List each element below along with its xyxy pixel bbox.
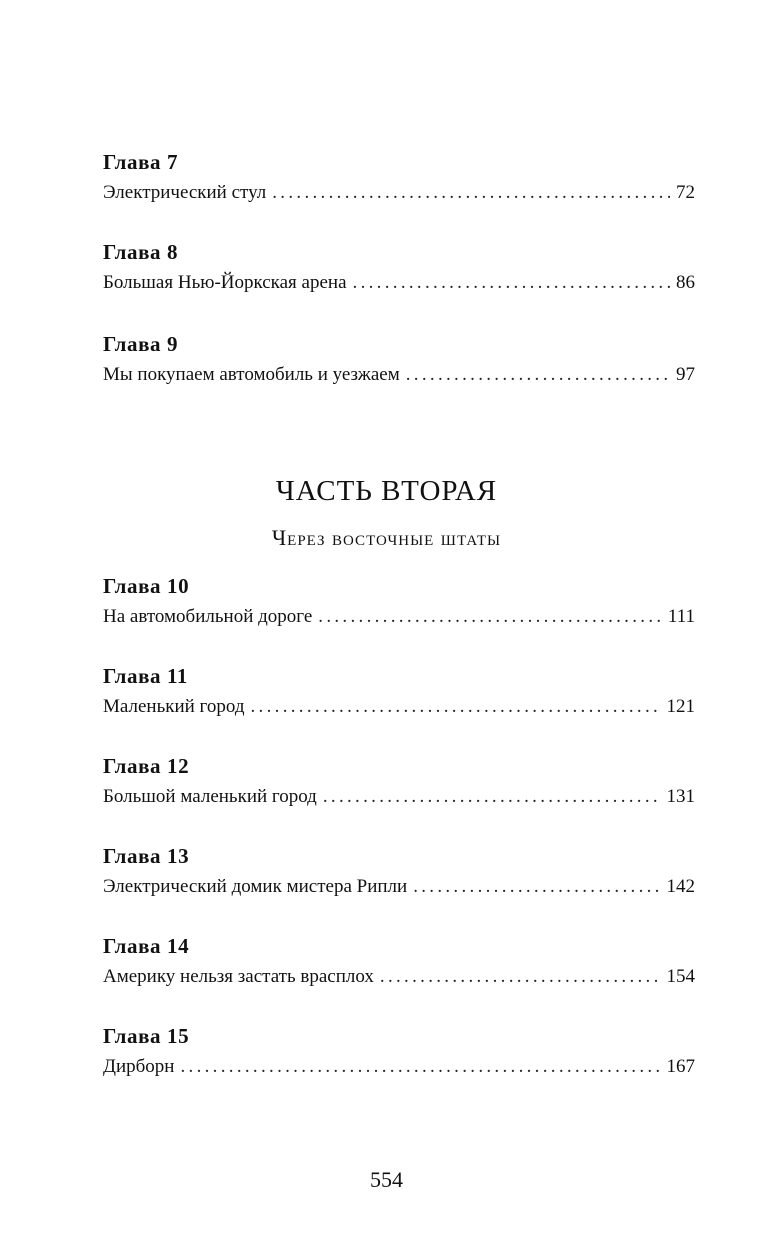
dot-leader bbox=[251, 695, 661, 719]
toc-line bbox=[103, 363, 695, 387]
chapter-title: Электрический домик мистера Рипли bbox=[103, 876, 408, 897]
page-number: 554 bbox=[370, 1167, 403, 1192]
dot-leader bbox=[353, 271, 670, 295]
toc-entry-chapter-7 bbox=[103, 150, 695, 205]
chapter-page-number: 86 bbox=[676, 272, 695, 293]
chapter-heading: Глава 8 bbox=[103, 240, 179, 264]
chapter-heading: Глава 11 bbox=[103, 664, 189, 688]
toc-entry-chapter-15 bbox=[103, 1024, 695, 1079]
toc-entry-chapter-10 bbox=[103, 574, 695, 629]
chapter-heading: Глава 12 bbox=[103, 754, 190, 778]
chapter-title: Электрический стул bbox=[103, 182, 267, 203]
chapter-heading: Глава 14 bbox=[103, 934, 190, 958]
toc-entry-chapter-14 bbox=[103, 934, 695, 989]
chapter-page-number: 154 bbox=[666, 966, 695, 987]
chapter-heading: Глава 13 bbox=[103, 844, 190, 868]
chapter-title: Большая Нью-Йоркская арена bbox=[103, 272, 347, 293]
chapter-heading: Глава 10 bbox=[103, 574, 190, 598]
chapter-title: Америку нельзя застать врасплох bbox=[103, 966, 374, 987]
chapter-page-number: 97 bbox=[676, 364, 695, 385]
dot-leader bbox=[413, 875, 660, 899]
toc-line bbox=[103, 965, 695, 989]
dot-leader bbox=[272, 181, 670, 205]
part-subtitle: Через восточные штаты bbox=[271, 525, 502, 550]
chapter-heading: Глава 7 bbox=[103, 150, 179, 174]
toc-entry-chapter-13 bbox=[103, 844, 695, 899]
dot-leader bbox=[323, 785, 661, 809]
toc-entry-chapter-8 bbox=[103, 240, 695, 295]
chapter-heading: Глава 9 bbox=[103, 332, 179, 356]
toc-line bbox=[103, 1055, 695, 1079]
chapter-page-number: 111 bbox=[667, 606, 695, 627]
toc-line bbox=[103, 785, 695, 809]
toc-entry-chapter-12 bbox=[103, 754, 695, 809]
chapter-title: Мы покупаем автомобиль и уезжаем bbox=[103, 364, 400, 385]
chapter-page-number: 72 bbox=[676, 182, 695, 203]
dot-leader bbox=[406, 363, 670, 387]
chapter-page-number: 167 bbox=[666, 1056, 695, 1077]
dot-leader bbox=[318, 605, 662, 629]
part-title: ЧАСТЬ ВТОРАЯ bbox=[275, 475, 498, 507]
toc-line bbox=[103, 695, 695, 719]
toc-entry-chapter-11 bbox=[103, 664, 695, 719]
dot-leader bbox=[380, 965, 661, 989]
dot-leader bbox=[180, 1055, 660, 1079]
toc-line bbox=[103, 181, 695, 205]
chapter-title: Дирборн bbox=[103, 1056, 175, 1077]
chapter-title: Большой маленький город bbox=[103, 786, 317, 807]
chapter-page-number: 131 bbox=[666, 786, 695, 807]
chapter-title: На автомобильной дороге bbox=[103, 606, 313, 627]
chapter-page-number: 142 bbox=[666, 876, 695, 897]
toc-line bbox=[103, 605, 695, 629]
toc-line bbox=[103, 271, 695, 295]
toc-line bbox=[103, 875, 695, 899]
chapter-page-number: 121 bbox=[666, 696, 695, 717]
chapter-title: Маленький город bbox=[103, 696, 245, 717]
chapter-heading: Глава 15 bbox=[103, 1024, 190, 1048]
toc-entry-chapter-9 bbox=[103, 332, 695, 387]
